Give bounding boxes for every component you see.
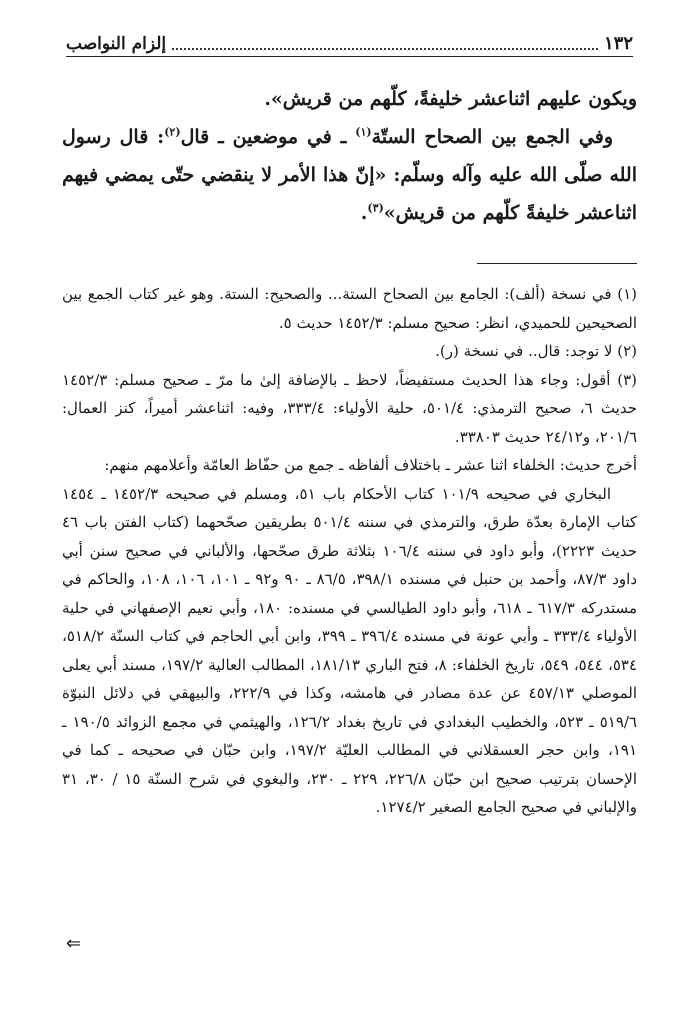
header-dot-leader bbox=[172, 48, 598, 50]
footnote-1: (١) في نسخة (ألف): الجامع بين الصحاح الستة... والصحيح: الستة. وهو غير كتاب الجمع بين الصحيحين للحميدي، انظر: صحيح مسلم: ١٤٥٢/٣ حديث ٥. bbox=[62, 285, 637, 332]
footnote-separator bbox=[477, 263, 637, 264]
footnote-ref-2[interactable]: (٢) bbox=[164, 125, 181, 139]
page-number: ١٣٢ bbox=[603, 33, 633, 54]
footnote-ref-3[interactable]: (٣) bbox=[367, 201, 384, 215]
main-paragraph-2-part-a: وفي الجمع بين الصحاح الستّة bbox=[371, 126, 613, 148]
main-paragraph-2-part-c: : قال رسول الله صلّى الله عليه وآله وسلّم: «إنّ هذا الأمر لا ينقضي حتّى يمضي فيهم اثناعشر خليفةً كلّهم من قريش» bbox=[62, 126, 637, 224]
footnote-3-continued: أخرج حديث: الخلفاء اثنا عشر ـ باختلاف ألفاظه ـ جمع من حفّاظ العامّة وأعلامهم منهم: bbox=[104, 456, 637, 474]
main-paragraph-2 bbox=[62, 118, 637, 232]
main-paragraph-2-part-b: ـ في موضعين ـ قال bbox=[180, 126, 356, 148]
main-text bbox=[62, 80, 637, 232]
book-title: إلزام النواصب bbox=[66, 34, 167, 54]
continue-arrow-icon: ⇐ bbox=[66, 933, 82, 954]
footnotes bbox=[62, 280, 637, 822]
main-paragraph-1: ويكون عليهم اثناعشر خليفةً، كلّهم من قريش». bbox=[264, 88, 637, 110]
main-paragraph-2-end: . bbox=[360, 202, 368, 224]
footnote-2: (٢) لا توجد: قال.. في نسخة (ر). bbox=[435, 342, 637, 360]
footnote-3-sources: البخاري في صحيحه ١٠١/٩ كتاب الأحكام باب ٥١، ومسلم في صحيحه ١٤٥٢/٣ ـ ١٤٥٤ كتاب الإمارة بعدّة طرق، والترمذي في سننه ٥٠١/٤ بطريقين صحّحهما (كتاب الفتن باب ٤٦ حديث ٢٢٢٣)، وأبو داود في سننه ١٠٦/٤ بثلاثة طرق صحّحها، والألباني في صحيح سنن أبي داود ٨٧/٣، وأحمد بن حنبل في مسنده ٣٩٨/١، ٨٦/٥ ـ ٩٠ و٩٢ ـ ١٠١، ١٠٦، ١٠٨، والحاكم في مستدركه ٦١٧/٣ ـ ٦١٨، وأبو داود الطيالسي في مسنده: ١٨٠، وأبي نعيم الإصفهاني في حلية الأولياء ٣٣٣/٤ ـ وأبي عونة في مسنده ٣٩٦/٤ ـ ٣٩٩، وابن أبي الحاجم في كتاب السنّة ٥١٨/٢، ٥٣٤، ٥٤٤، ٥٤٩، تاريخ الخلفاء: ٨، فتح الباري ١٨١/١٣، المطالب العالية ١٩٧/٢، مسند أبي يعلى الموصلي ٤٥٧/١٣ عن عدة مصادر في هامشه، وكذا في ٢٢٢/٩، والبيهقي في دلائل النبوّة ٥١٩/٦ ـ ٥٢٣، والخطيب البغدادي في تاريخ بغداد ١٢٦/٢، والهيثمي في مجمع الزوائد ١٩٠/٥ ـ ١٩١، وابن حجر العسقلاني في المطالب العليّة ١٩٧/٢، وابن حبّان في صحيحه ـ كما في الإحسان بترتيب صحيح ابن حبّان ٢٢٦/٨، ٢٢٩ ـ ٢٣٠، والبغوي في شرح السنّة ١٥ / ٣٠، ٣١ والإلباني في صحيح الجامع الصغير ١٢٧٤/٢. bbox=[62, 484, 638, 816]
footnote-ref-1[interactable]: (١) bbox=[355, 125, 372, 139]
running-header bbox=[66, 28, 633, 57]
footnote-3: (٣) أقول: وجاء هذا الحديث مستفيضاً، لاحظ ـ بالإضافة إلىٰ ما مرّ ـ صحيح مسلم: ١٤٥٢/٣ حديث ٦، صحيح الترمذي: ٥٠١/٤، حلية الأولياء: ٣٣٣/٤، وفيه: اثناعشر أميراً، كنز العمال: ٢٠١/٦، و٢٤/١٢ حديث ٣٣٨٠٣. bbox=[62, 370, 637, 446]
